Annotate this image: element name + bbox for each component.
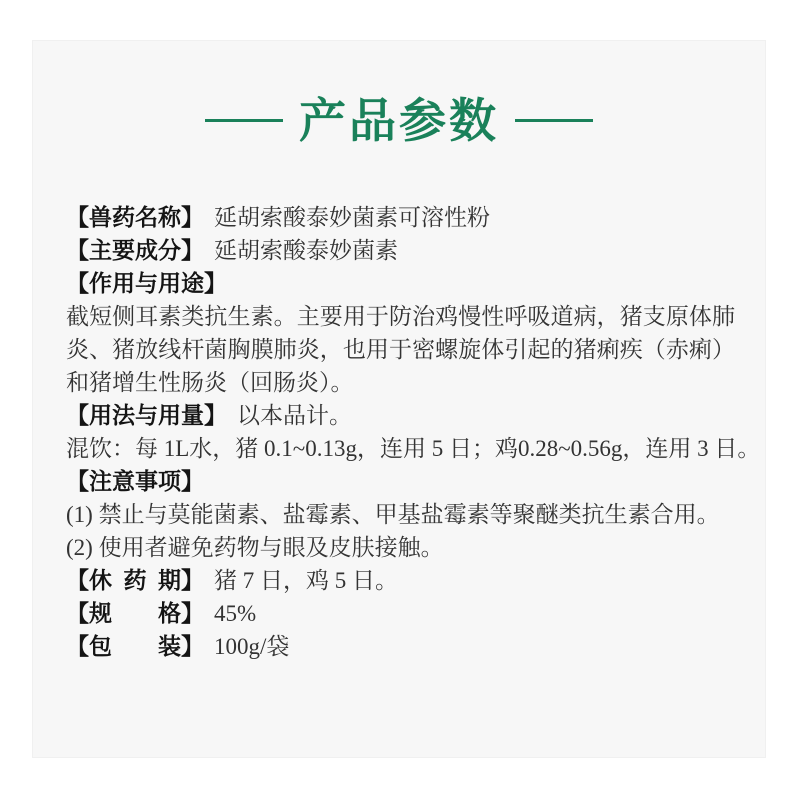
field-row-package [66,630,735,663]
field-label-specification: 【规 格】 [66,600,204,626]
page-title: 产品参数 [299,94,499,147]
dosage-paragraph: 混饮：每 1L水，猪 0.1~0.13g，连用 5 日；鸡0.28~0.56g，连用 3 日。 [66,436,761,461]
indications-paragraph: 截短侧耳素类抗生素。主要用于防治鸡慢性呼吸道病，猪支原体肺炎、猪放线杆菌胸膜肺炎，也用于密螺旋体引起的猪痢疾（赤痢）和猪增生性肠炎（回肠炎）。 [66,304,735,395]
product-params-panel [32,40,766,758]
precaution-item-2: (2) 使用者避免药物与眼及皮肤接触。 [66,535,444,560]
field-row-withdrawal-period [66,564,735,597]
title-dash-right [515,119,593,122]
field-label-withdrawal-period: 【休 药 期】 [66,567,204,593]
field-value-ingredients: 延胡索酸泰妙菌素 [214,238,398,263]
field-value-withdrawal-period: 猪 7 日，鸡 5 日。 [214,568,398,593]
precaution-item-1: (1) 禁止与莫能菌素、盐霉素、甲基盐霉素等聚醚类抗生素合用。 [66,502,720,527]
title-dash-left [205,119,283,122]
spec-content [66,201,761,663]
field-row-drug-name [66,201,735,234]
field-value-usage: 以本品计。 [237,403,352,428]
field-label-ingredients: 【主要成分】 [66,237,204,263]
field-label-usage: 【用法与用量】 [66,402,227,428]
section-label-indications [66,267,735,300]
field-row-specification [66,597,735,630]
title-row [33,94,765,147]
field-label-drug-name: 【兽药名称】 [66,204,204,230]
field-value-package: 100g/袋 [214,634,290,659]
field-value-drug-name: 延胡索酸泰妙菌素可溶性粉 [214,205,490,230]
field-value-specification: 45% [214,601,257,626]
field-row-ingredients [66,234,735,267]
field-label-package: 【包 装】 [66,633,204,659]
field-label-indications: 【作用与用途】 [66,270,227,296]
section-label-precautions [66,465,735,498]
field-row-usage [66,399,735,432]
field-label-precautions: 【注意事项】 [66,468,204,494]
